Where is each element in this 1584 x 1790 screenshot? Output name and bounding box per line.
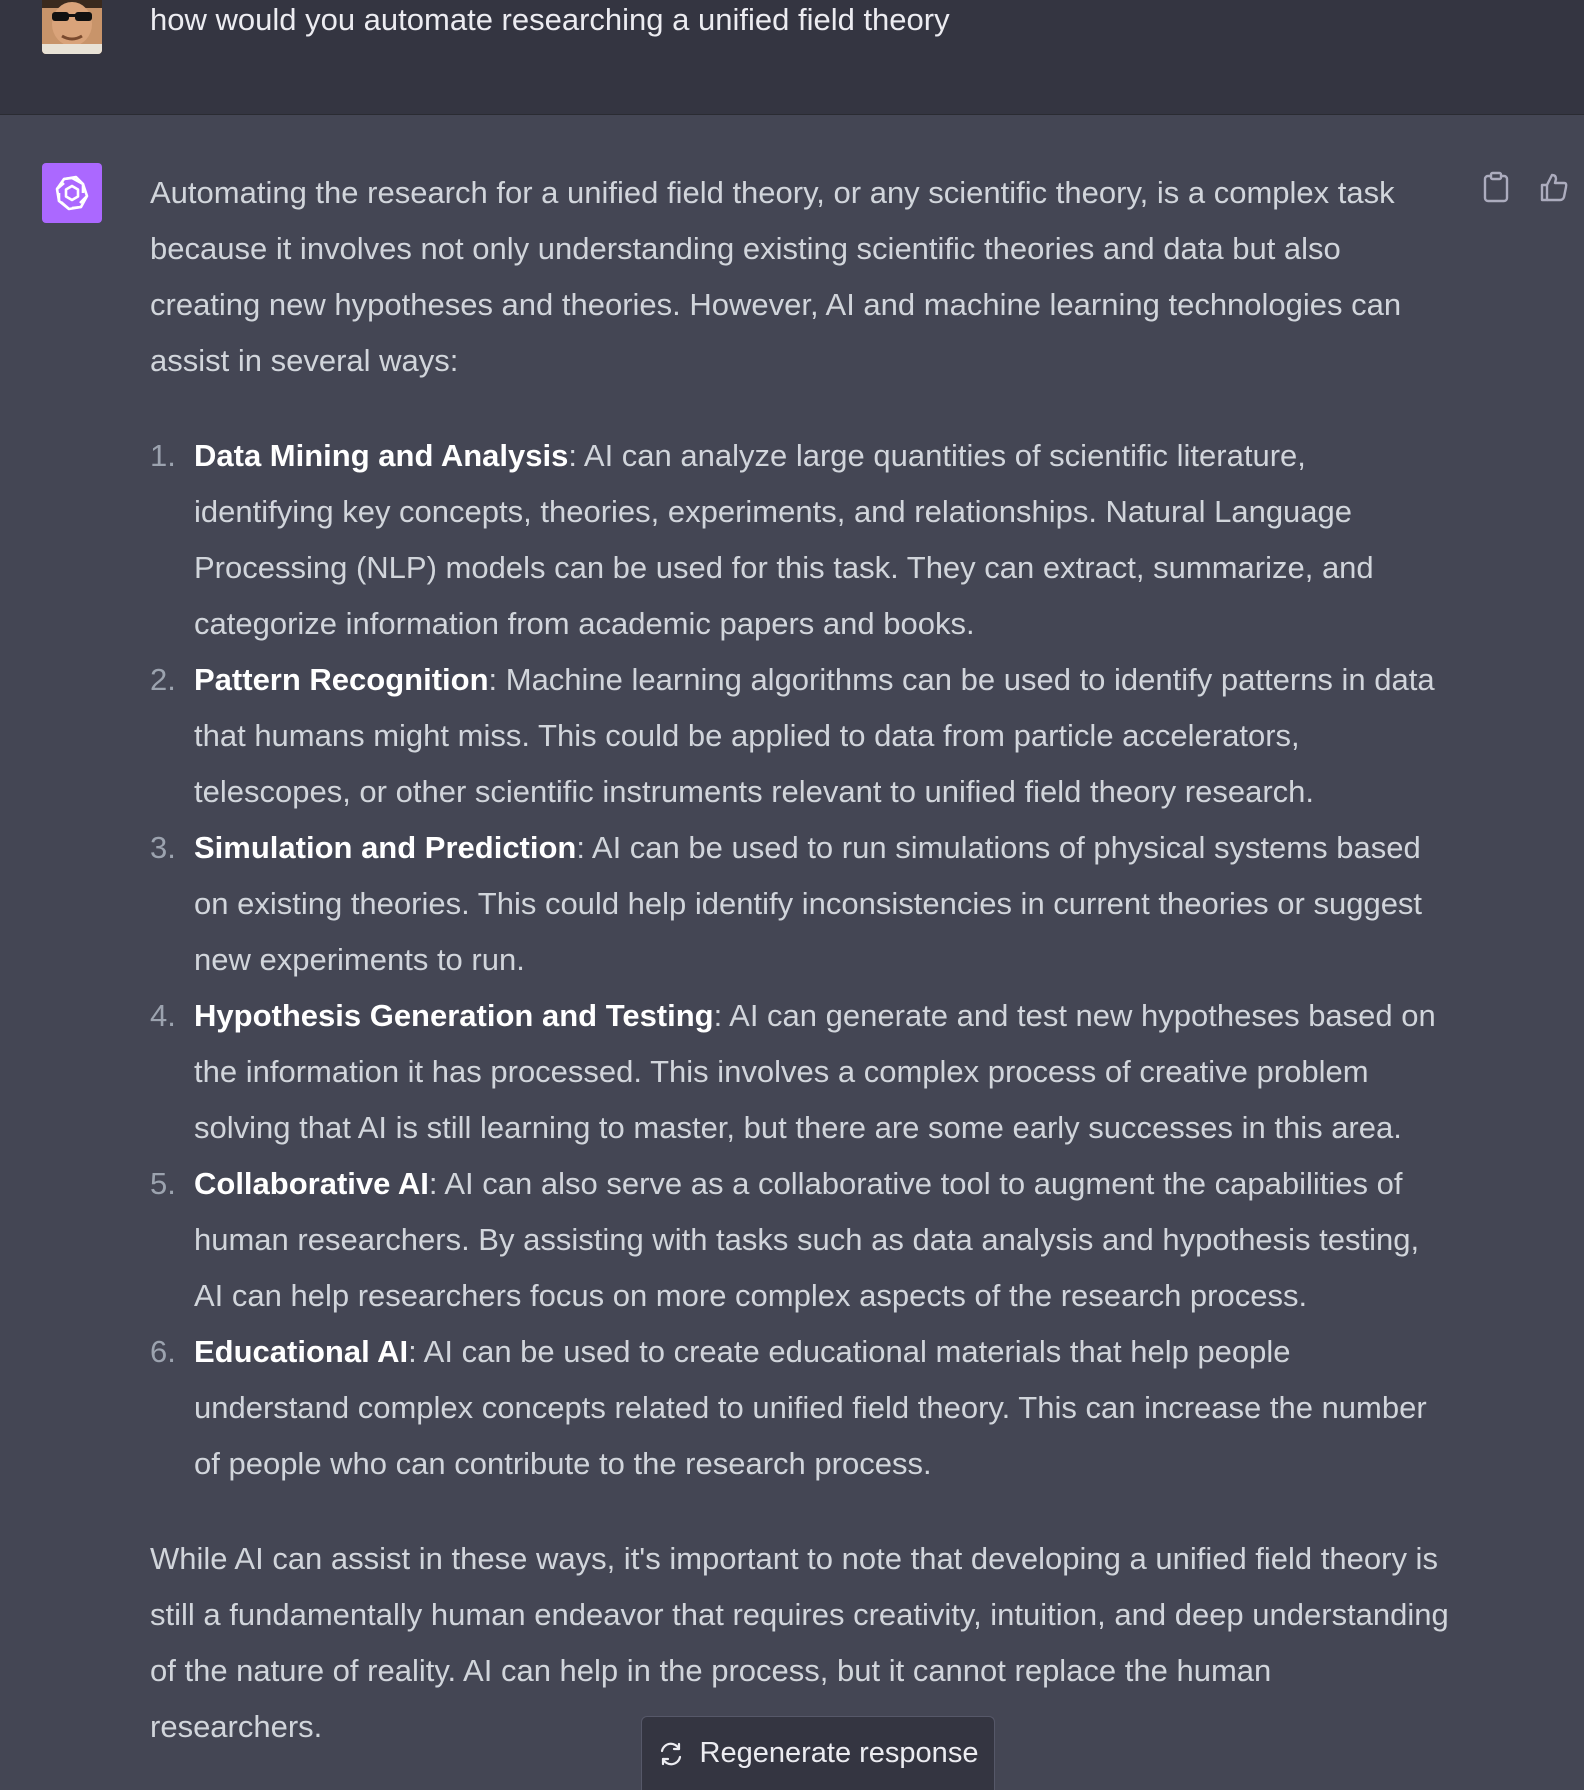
thumbs-up-icon <box>1539 172 1569 202</box>
list-item-title: Collaborative AI <box>194 1166 429 1201</box>
list-item <box>150 1324 1450 1492</box>
clipboard-icon <box>1482 171 1510 203</box>
list-number: 6. <box>150 1334 176 1369</box>
ai-assist-list <box>150 428 1450 1492</box>
list-item-title: Educational AI <box>194 1334 409 1369</box>
list-item-body: : AI can be used to run simulations of physical systems based on existing theories. This could help identify inconsistencies in current theories or suggest new experiments to run. <box>194 830 1423 977</box>
list-number: 5. <box>150 1166 176 1201</box>
user-avatar <box>42 0 102 54</box>
list-item <box>150 428 1450 652</box>
thumbs-up-button[interactable] <box>1538 171 1570 203</box>
list-item-body: : AI can analyze large quantities of scientific literature, identifying key concepts, theories, experiments, and relationships. Natural Language Processing (NLP) models can be used for this task. They can extract, summarize, and categorize information from academic papers and books. <box>194 438 1374 641</box>
list-item <box>150 820 1450 988</box>
list-number: 3. <box>150 830 176 865</box>
assistant-intro: Automating the research for a unified field theory, or any scientific theory, is a complex task because it involves not only understanding existing scientific theories and data but also creating new hypotheses and theories. However, AI and machine learning technologies can assist in several ways: <box>150 175 1402 378</box>
list-item-body: : AI can generate and test new hypotheses based on the information it has processed. This involves a complex process of creative problem solving that AI is still learning to master, but there are some early successes in this area. <box>194 998 1436 1145</box>
list-number: 4. <box>150 998 176 1033</box>
list-number: 2. <box>150 662 176 697</box>
openai-logo-icon <box>51 172 93 214</box>
list-item <box>150 652 1450 820</box>
list-item <box>150 988 1450 1156</box>
message-actions <box>1480 171 1570 203</box>
list-item-title: Simulation and Prediction <box>194 830 577 865</box>
regenerate-response-button[interactable] <box>641 1716 995 1790</box>
refresh-icon <box>658 1741 684 1767</box>
copy-button[interactable] <box>1480 171 1512 203</box>
list-item-body: : Machine learning algorithms can be used to identify patterns in data that humans might miss. This could be applied to data from particle accelerators, telescopes, or other scientific instruments relevant to unified field theory research. <box>194 662 1435 809</box>
user-message-text: how would you automate researching a unified field theory <box>150 2 950 37</box>
list-item-title: Pattern Recognition <box>194 662 489 697</box>
assistant-avatar <box>42 163 102 223</box>
list-item-title: Data Mining and Analysis <box>194 438 569 473</box>
assistant-message-content <box>150 165 1450 1755</box>
list-item-body: : AI can also serve as a collaborative tool to augment the capabilities of human researchers. By assisting with tasks such as data analysis and hypothesis testing, AI can help researchers focus on more complex aspects of the research process. <box>194 1166 1420 1313</box>
user-avatar-image <box>42 0 102 54</box>
assistant-conclusion: While AI can assist in these ways, it's important to note that developing a unified field theory is still a fundamentally human endeavor that requires creativity, intuition, and deep understanding of the nature of reality. AI can help in the process, but it cannot replace the human researchers. <box>150 1541 1449 1744</box>
list-number: 1. <box>150 438 176 473</box>
list-item <box>150 1156 1450 1324</box>
user-message-row <box>0 0 1584 115</box>
regenerate-label: Regenerate response <box>699 1737 979 1769</box>
list-item-body: : AI can be used to create educational materials that help people understand complex concepts related to unified field theory. This can increase the number of people who can contribute to the research process. <box>194 1334 1427 1481</box>
assistant-message-row <box>0 115 1584 1790</box>
list-item-title: Hypothesis Generation and Testing <box>194 998 714 1033</box>
